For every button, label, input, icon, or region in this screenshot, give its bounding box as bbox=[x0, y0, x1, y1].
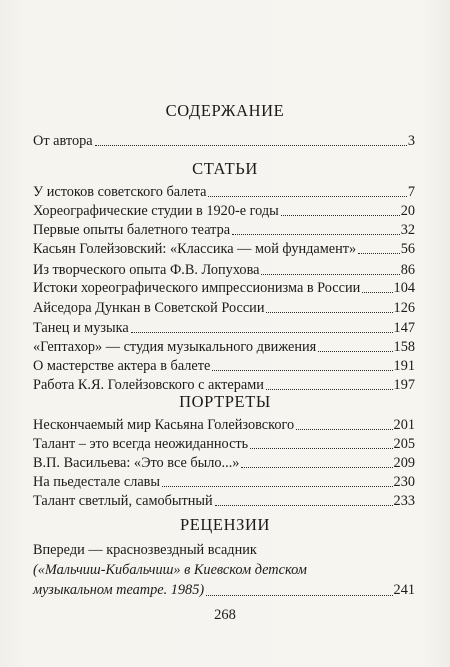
entry-page: 104 bbox=[393, 280, 415, 296]
contents-heading: СОДЕРЖАНИЕ bbox=[165, 101, 285, 120]
dot-leader bbox=[95, 145, 407, 146]
dot-leader bbox=[266, 389, 393, 390]
entry-title: Из творческого опыта Ф.В. Лопухова bbox=[33, 262, 260, 278]
page-number: 268 bbox=[214, 607, 236, 623]
entry-page: 86 bbox=[400, 262, 415, 278]
articles-heading: СТАТЬИ bbox=[192, 159, 258, 178]
entry-subtitle-text: музыкальном театре. 1985) bbox=[33, 582, 205, 598]
dot-leader bbox=[358, 253, 400, 254]
reviews-heading: РЕЦЕНЗИИ bbox=[179, 515, 271, 534]
dot-leader bbox=[266, 312, 392, 313]
entry-title: Танец и музыка bbox=[33, 320, 129, 336]
entry-title: Нескончаемый мир Касьяна Голейзовского bbox=[33, 417, 295, 433]
entry-title: Хореографические студии в 1920-е годы bbox=[33, 203, 279, 219]
dot-leader bbox=[212, 370, 392, 371]
entry-page: 32 bbox=[400, 222, 415, 238]
toc-entry-preface bbox=[33, 129, 415, 149]
toc-entry-article bbox=[33, 199, 415, 219]
entry-page: 147 bbox=[393, 320, 415, 336]
toc-entry-portrait bbox=[33, 432, 415, 452]
entry-page: 56 bbox=[400, 241, 415, 257]
dot-leader bbox=[318, 351, 392, 352]
dot-leader bbox=[215, 505, 393, 506]
entry-title: Касьян Голейзовский: «Классика — мой фундамент» bbox=[33, 241, 357, 257]
entry-page: 201 bbox=[393, 417, 415, 433]
dot-leader bbox=[250, 448, 392, 449]
entry-title: «Гептахор» — студия музыкального движения bbox=[33, 339, 317, 355]
toc-entry-article bbox=[33, 296, 415, 316]
toc-entry-review bbox=[33, 540, 415, 600]
dot-leader bbox=[131, 332, 393, 333]
entry-title: О мастерстве актера в балете bbox=[33, 358, 211, 374]
toc-entry-portrait bbox=[33, 413, 415, 433]
entry-page: 209 bbox=[393, 455, 415, 471]
entry-title: Айседора Дункан в Советской России bbox=[33, 300, 265, 316]
entry-title: Талант – это всегда неожиданность bbox=[33, 436, 249, 452]
dot-leader bbox=[362, 292, 392, 293]
toc-entry-article bbox=[33, 180, 415, 200]
entry-title: Работа К.Я. Голейзовского с актерами bbox=[33, 377, 264, 393]
toc-entry-article bbox=[33, 335, 415, 355]
entry-subtitle-last-line bbox=[33, 580, 415, 600]
dot-leader bbox=[206, 595, 392, 596]
entry-title: Истоки хореографического импрессионизма в России bbox=[33, 280, 361, 296]
dot-leader bbox=[162, 486, 393, 487]
entry-title: На пьедестале славы bbox=[33, 474, 161, 490]
entry-page: 7 bbox=[407, 184, 415, 200]
entry-page: 191 bbox=[393, 358, 415, 374]
toc-entry-article bbox=[33, 316, 415, 336]
dot-leader bbox=[261, 274, 399, 275]
entry-page: 158 bbox=[393, 339, 415, 355]
dot-leader bbox=[281, 215, 400, 216]
toc-entry-article bbox=[33, 218, 415, 238]
entry-title: От автора bbox=[33, 133, 93, 149]
toc-entry-portrait bbox=[33, 489, 415, 509]
entry-page: 20 bbox=[400, 203, 415, 219]
entry-page: 197 bbox=[393, 377, 415, 393]
entry-title: Первые опыты балетного театра bbox=[33, 222, 231, 238]
entry-page: 126 bbox=[393, 300, 415, 316]
portraits-heading: ПОРТРЕТЫ bbox=[179, 392, 271, 411]
dot-leader bbox=[208, 196, 406, 197]
entry-title: Талант светлый, самобытный bbox=[33, 493, 213, 509]
dot-leader bbox=[232, 234, 400, 235]
entry-title-line: Впереди — краснозвездный всадник bbox=[33, 542, 257, 558]
toc-entry-article bbox=[33, 373, 415, 393]
entry-page: 205 bbox=[393, 436, 415, 452]
entry-page: 230 bbox=[393, 474, 415, 490]
entry-page: 3 bbox=[407, 133, 415, 149]
toc-entry-article bbox=[33, 276, 415, 296]
entry-title: У истоков советского балета bbox=[33, 184, 207, 200]
entry-page: 233 bbox=[393, 493, 415, 509]
toc-entry-portrait bbox=[33, 451, 415, 471]
entry-title: В.П. Васильева: «Это все было...» bbox=[33, 455, 240, 471]
dot-leader bbox=[241, 467, 392, 468]
entry-subtitle-line: («Мальчиш-Кибальчиш» в Киевском детском bbox=[33, 562, 307, 578]
entry-page: 241 bbox=[393, 582, 415, 598]
toc-entry-article bbox=[33, 258, 415, 278]
toc-entry-portrait bbox=[33, 470, 415, 490]
toc-entry-article bbox=[33, 237, 415, 257]
dot-leader bbox=[296, 429, 392, 430]
toc-entry-article bbox=[33, 354, 415, 374]
